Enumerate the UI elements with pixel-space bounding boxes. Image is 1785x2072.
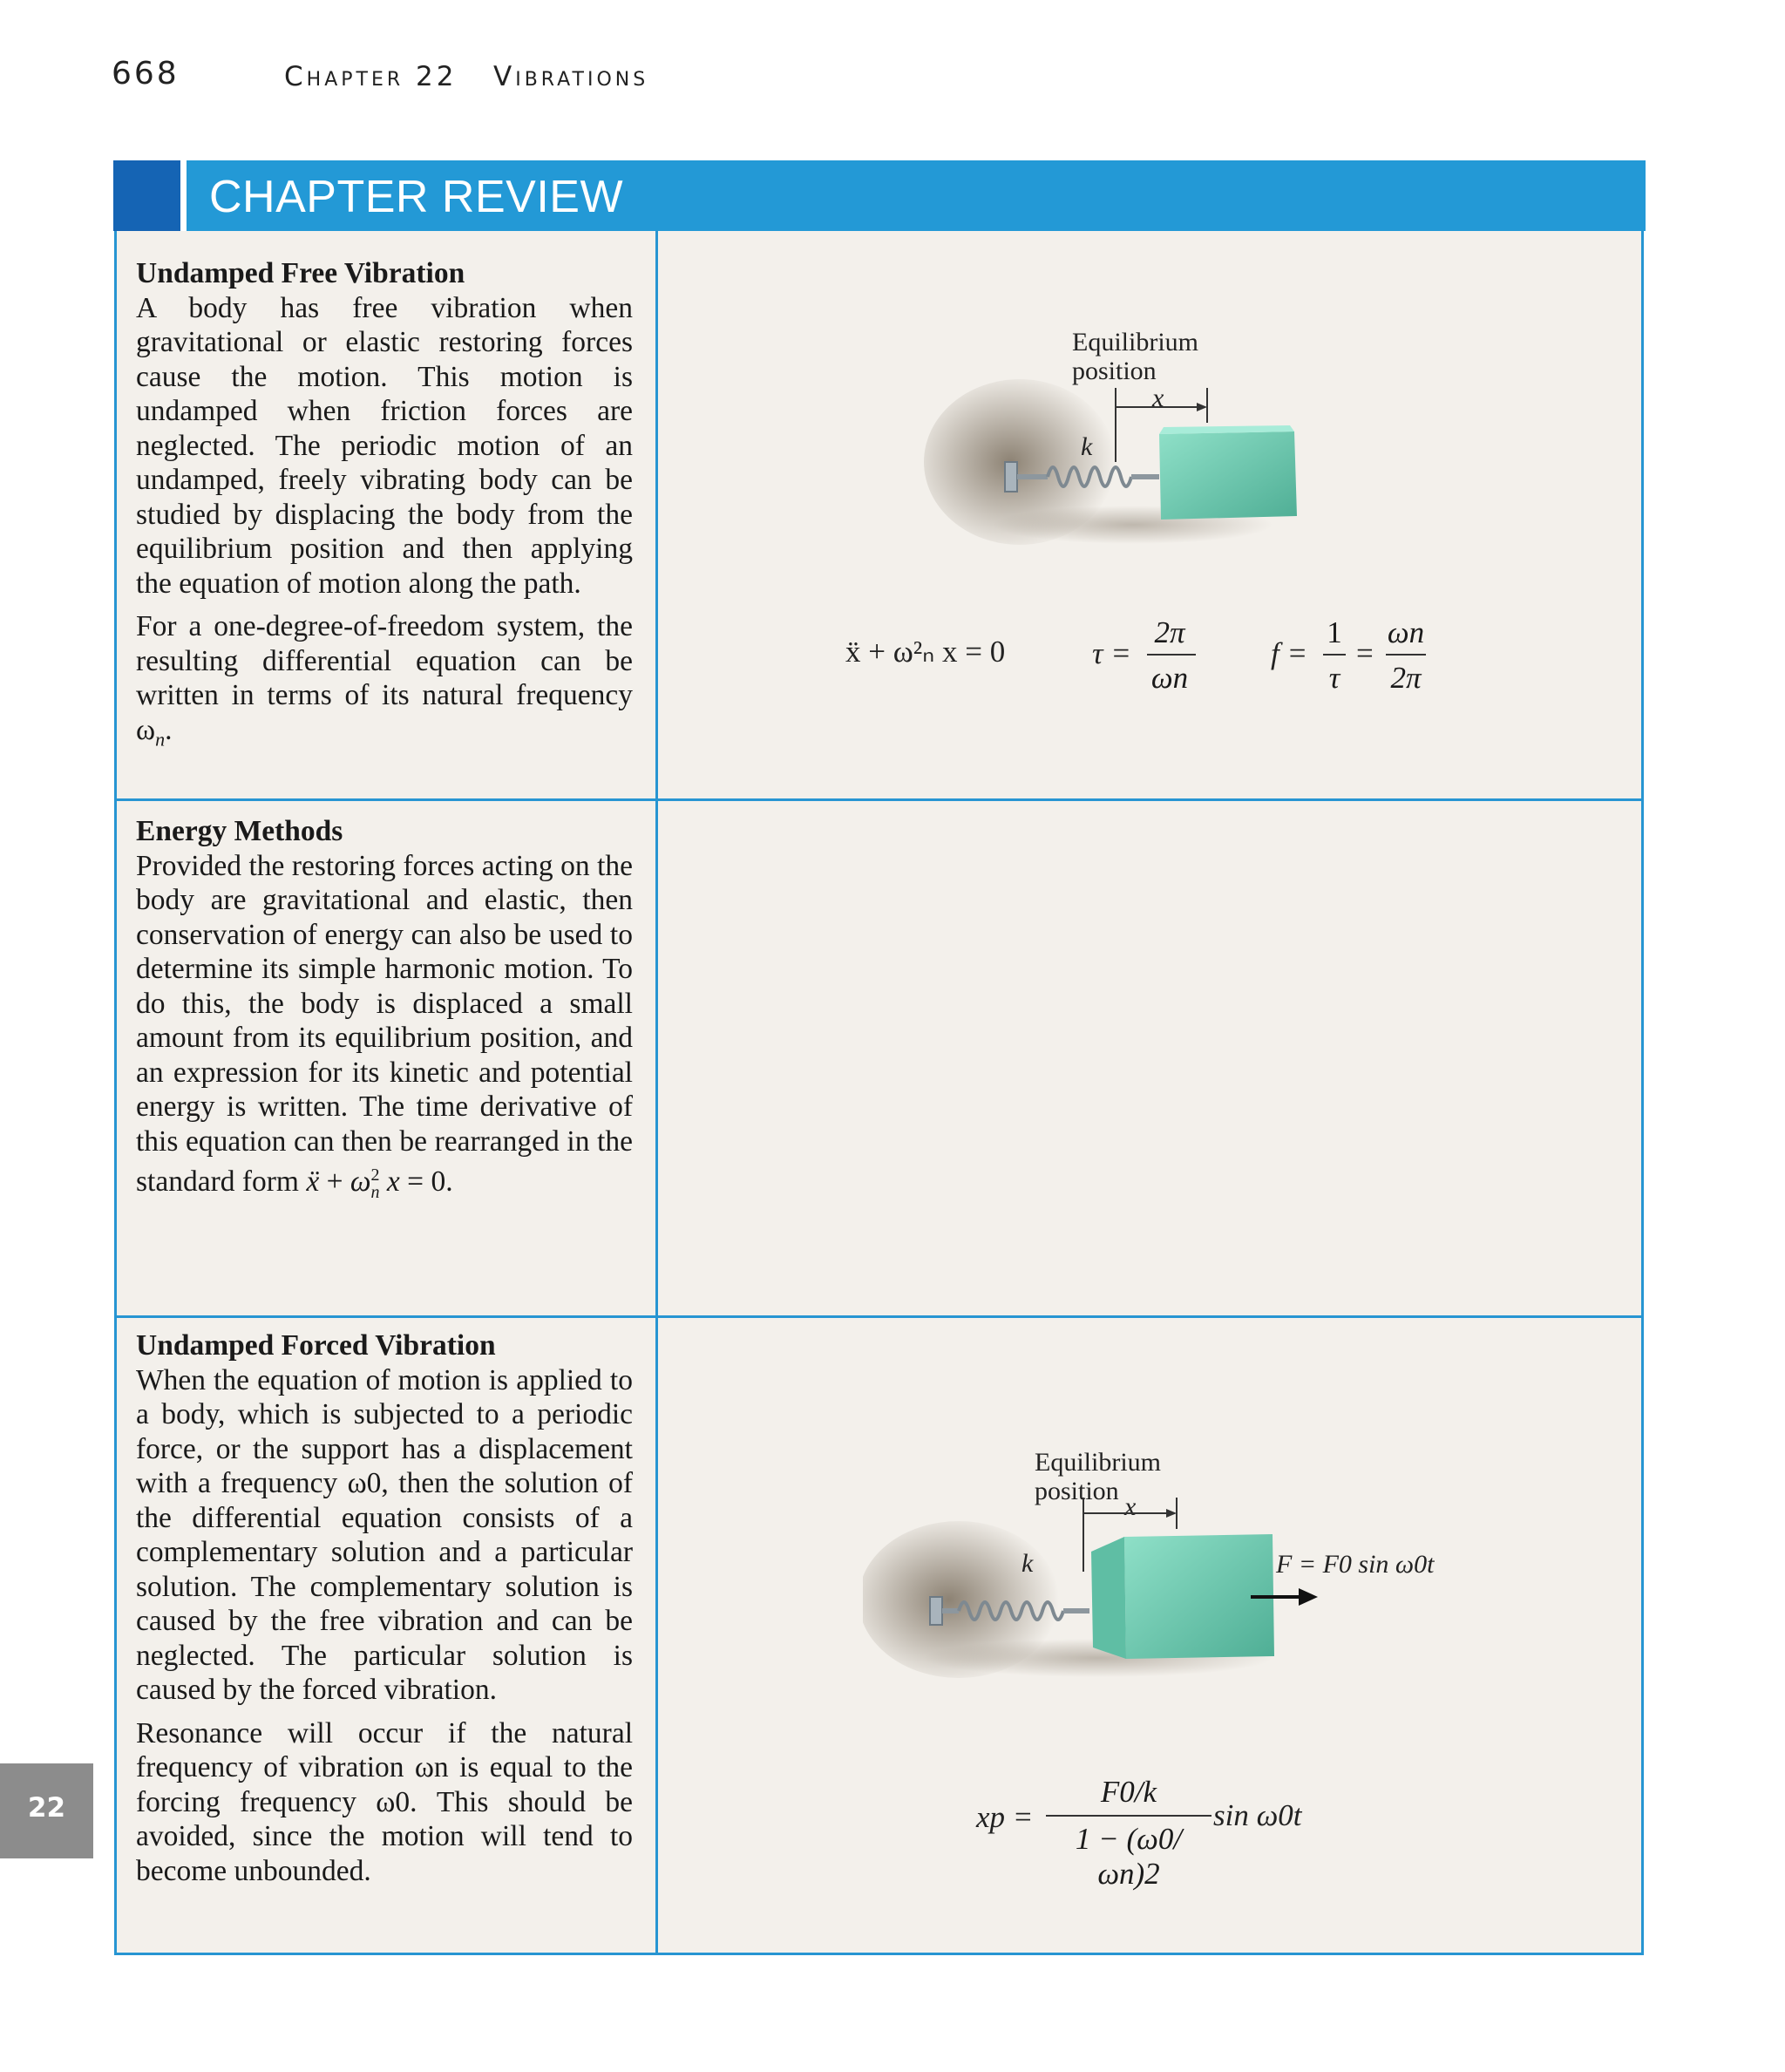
section-heading: Undamped Forced Vibration (136, 1329, 496, 1362)
equilibrium-label: Equilibrium (1035, 1448, 1161, 1477)
column-divider (655, 231, 658, 1955)
section-free-vibration-text (136, 256, 633, 765)
section-energy-methods-text (136, 814, 633, 1219)
displacement-x-label: x (1124, 1492, 1137, 1521)
page-number: 668 (112, 56, 180, 92)
particular-solution-denominator: 1 − (ω0/ωn)2 (1075, 1822, 1183, 1891)
force-label: F = F0 sin ω0t (1276, 1550, 1435, 1579)
spring-constant-label: k (1021, 1549, 1034, 1578)
section-heading: Energy Methods (136, 815, 343, 847)
dimension-line (1079, 1498, 1184, 1576)
period-denominator: ωn (1150, 661, 1189, 695)
banner-accent-square (113, 160, 180, 231)
paragraph: For a one-degree-of-freedom system, the resulting differential equation can be written in terms of its natural frequency $\omega_n$. (136, 610, 633, 751)
wall-anchor (930, 1597, 942, 1625)
section-heading: Undamped Free Vibration (136, 257, 465, 289)
particular-solution-numerator: F0/k (1100, 1775, 1157, 1809)
chapter-title: Vibrations (493, 61, 649, 92)
section-forced-vibration-text (136, 1328, 633, 1897)
paragraph: Provided the restoring forces acting on the body are gravitational and elastic, then conservation of energy can also be used to determine its simple harmonic motion. To do this, the body is displaced a small amount from its equilibrium position, and an expression for its kinetic and potential energy is written. The time derivative of this equation can then be rearranged in the standard form ẍ + $\omega^2_n$ x = 0. (136, 849, 633, 1202)
period-lhs: τ = (1092, 636, 1131, 670)
equation-free-vibration: ẍ + ω²ₙ x = 0 (845, 635, 1006, 669)
spring-constant-label: k (1081, 432, 1093, 461)
frequency-denominator-2: 2π (1390, 661, 1422, 695)
period-numerator: 2π (1154, 615, 1185, 649)
wall-anchor (1005, 462, 1017, 492)
position-label: position (1035, 1477, 1119, 1505)
chapter-side-tab (0, 1763, 93, 1858)
position-label: position (1072, 357, 1157, 385)
paragraph: Resonance will occur if the natural frequency of vibration ωn is equal to the forcing frequency ω0. This should be avoided, since the motion will tend to become unbounded. (136, 1716, 633, 1887)
dimension-line (1111, 388, 1216, 466)
force-arrow-head (1299, 1588, 1318, 1606)
paragraph: A body has free vibration when gravitational or elastic restoring forces cause the motion. This motion is undamped when friction forces are neglected. The periodic motion of an undamped, freely vibrating body can be studied by displacing the body from the equilibrium position and then applying the equation of motion along the path. (136, 291, 633, 600)
paragraph: When the equation of motion is applied to a body, which is subjected to a periodic force, or the support has a displacement with a frequency ω0, then the solution of the differential equation consists of a complementary solution and a particular solution. The complementary solution is caused by the free vibration and can be neglected. The particular solution is caused by the forced vibration. (136, 1363, 633, 1706)
frequency-denominator-1: τ (1328, 661, 1340, 695)
frequency-numerator-2: ωn (1387, 615, 1425, 649)
row-divider (114, 1315, 1644, 1318)
chapter-label: Chapter 22 (284, 61, 458, 92)
particular-solution-lhs: xp = (976, 1800, 1034, 1834)
frequency-lhs: f = (1271, 636, 1308, 670)
particular-solution-tail: sin ω0t (1213, 1798, 1302, 1832)
frequency-numerator-1: 1 (1327, 615, 1342, 649)
displacement-x-label: x (1152, 384, 1164, 412)
banner-title: CHAPTER REVIEW (209, 172, 624, 222)
equilibrium-label: Equilibrium (1072, 328, 1198, 357)
row-divider (114, 798, 1644, 801)
chapter-tab-label: 22 (27, 1792, 66, 1824)
